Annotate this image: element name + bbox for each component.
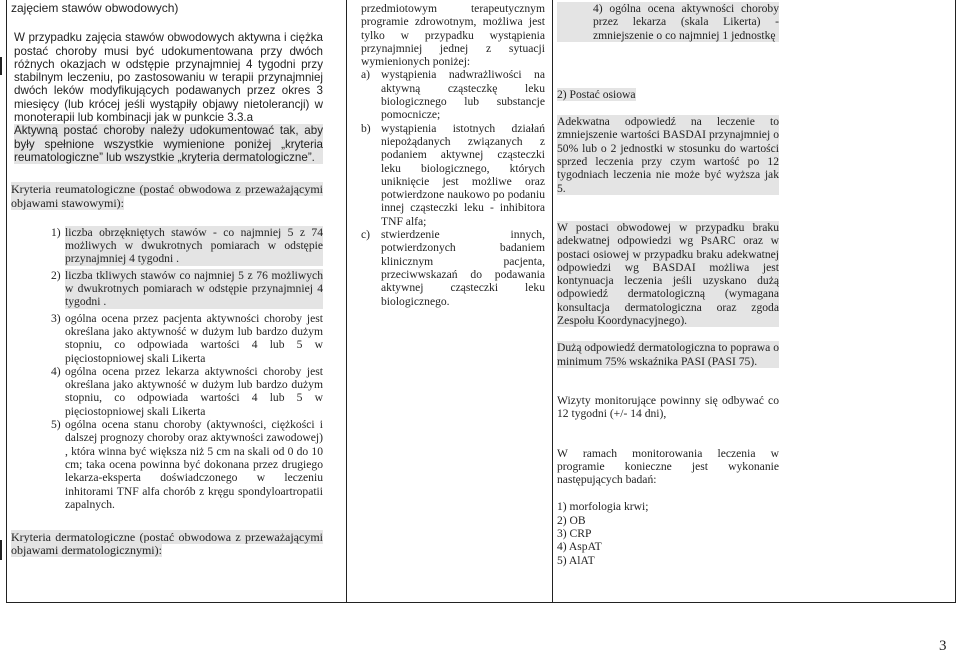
exclusion-intro: przedmiotowym terapeutycznym programie zdrowotnym, możliwa jest tylko w przypadku wystąpienia przynajmniej jednej z sytuacji wymienionych poniżej: xyxy=(361,2,545,69)
dermatological-continuation: W postaci obwodowej w przypadku braku adekwatnej odpowiedzi wg PsARC oraz w postaci osiowej w przypadku braku adekwatnej odpowiedzi wg BASDAI możliwa jest kontynuacja leczenia jeśli uzyskano dużą odpowiedź dermatologiczną (wymagana konsultacja dermatologiczna oraz zgoda Zespołu Koordynacyjnego). xyxy=(557,220,779,328)
page-number: 3 xyxy=(939,638,947,654)
continued-heading: zajęciem stawów obwodowych) xyxy=(11,1,179,15)
axial-form-heading: 2) Postać osiowa xyxy=(557,87,636,101)
physician-assessment-item: 4) ogólna ocena aktywności choroby przez lekarza (skala Likerta) - zmniejszenie o co najmniej 1 jednostkę xyxy=(557,2,779,42)
paragraph-peripheral-joints: W przypadku zajęcia stawów obwodowych aktywna i ciężka postać choroby musi być udokumentowana przy dwóch różnych okazjach w odstępie przynajmniej 4 tygodni przy stabilnym leczeniu, po zastosowaniu w terapii przynajmniej dwóch leków modyfikujących podawanych przez okres 3 miesięcy (lub krócej jeśli wystąpiły objawy nietolerancji) w monoterapii lub kombinacji jak w punkcie 3.3.a xyxy=(14,31,323,125)
list-item: 1) morfologia krwi; xyxy=(557,500,649,514)
column-eligibility xyxy=(11,0,323,558)
list-item: 5) AlAT xyxy=(557,553,595,567)
rheumatological-criteria-heading: Kryteria reumatologiczne (postać obwodowa z przeważającymi objawami stawowymi): xyxy=(11,182,323,210)
list-item: 5) ogólna ocena stanu choroby (aktywności, ciężkości i dalszej prognozy choroby oraz aktywności zawodowej) , która winna być większa niż 5 cm na skali od 0 do 10 cm; taka ocena powinna być dokonana przez drugiego lekarza-eksperta doświadczonego w leczeniu inhitorami TNF alfa chorób z kręgu spondyloartropatii zapalnych. xyxy=(51,418,323,511)
column-exclusion xyxy=(351,0,545,308)
list-item: 3) CRP xyxy=(557,527,592,541)
basdai-response: Adekwatna odpowiedź na leczenie to zmniejszenie wartości BASDAI przynajmniej o 50% lub o 2 jednostki w stosunku do wartości sprzed leczenia przy czym wartość po 12 tygodniach leczenia nie może być wyższa jak 5. xyxy=(557,115,779,195)
exclusion-list xyxy=(351,68,545,307)
paragraph-active-disease: Aktywną postać choroby należy udokumentować tak, aby były spełnione wszystkie wymienione poniżej „kryteria reumatologiczne” lub wszystkie „kryteria dermatologiczne”. xyxy=(14,124,323,164)
monitoring-tests-intro: W ramach monitorowania leczenia w programie konieczne jest wykonanie następujących badań: xyxy=(557,446,779,487)
column-divider xyxy=(346,0,347,602)
list-item: 3) ogólna ocena przez pacjenta aktywności choroby jest określana jako aktywność w dużym lub bardzo dużym stopniu, co odpowiada wartości 4 lub 5 w pięciostopniowej skali Likerta xyxy=(51,311,323,365)
margin-marker xyxy=(0,57,2,75)
list-item: 2) OB xyxy=(557,513,586,527)
list-item: c) stwierdzenie innych, potwierdzonych badaniem klinicznym pacjenta, przeciwwskazań do podawania aktywnej cząsteczki leku biologicznego. xyxy=(361,228,545,308)
monitoring-visits: Wizyty monitorujące powinny się odbywać co 12 tygodni (+/- 14 dni), xyxy=(557,393,779,421)
list-item: 4) AspAT xyxy=(557,540,602,554)
list-item: 4) ogólna ocena przez lekarza aktywności choroby jest określana jako aktywność w dużym lub bardzo dużym stopniu, co odpowiada wartości 4 lub 5 w pięciostopniowej skali Likerta xyxy=(51,364,323,418)
margin-marker xyxy=(0,540,2,560)
list-item: a) wystąpienia nadwrażliwości na aktywną cząsteczkę leku biologicznego lub substancje pomocnicze; xyxy=(361,68,545,122)
monitoring-tests-list xyxy=(557,500,779,566)
list-item: 2) liczba tkliwych stawów co najmniej 5 z 76 możliwych w dwukrotnych pomiarach w odstępie przynajmniej 4 tygodni . xyxy=(51,268,323,309)
pasi-response: Dużą odpowiedź dermatologiczna to poprawa o minimum 75% wskaźnika PASI (PASI 75). xyxy=(557,341,779,368)
column-divider xyxy=(552,0,553,602)
dermatological-criteria-heading: Kryteria dermatologiczne (postać obwodowa z przeważającymi objawami dermatologicznymi): xyxy=(11,530,323,558)
column-response xyxy=(557,0,779,567)
rheumatological-criteria-list xyxy=(11,226,323,511)
list-item: 1) liczba obrzękniętych stawów - co najmniej 5 z 74 możliwych w dwukrotnych pomiarach w odstępie przynajmniej 4 tygodni . xyxy=(51,225,323,266)
list-item: b) wystąpienia istotnych działań niepożądanych związanych z podaniem aktywnej cząsteczki leku biologicznego, których uniknięcie jest możliwe oraz potwierdzone naukowo po podaniu innej cząsteczki leku - inhibitora TNF alfa; xyxy=(361,121,545,228)
